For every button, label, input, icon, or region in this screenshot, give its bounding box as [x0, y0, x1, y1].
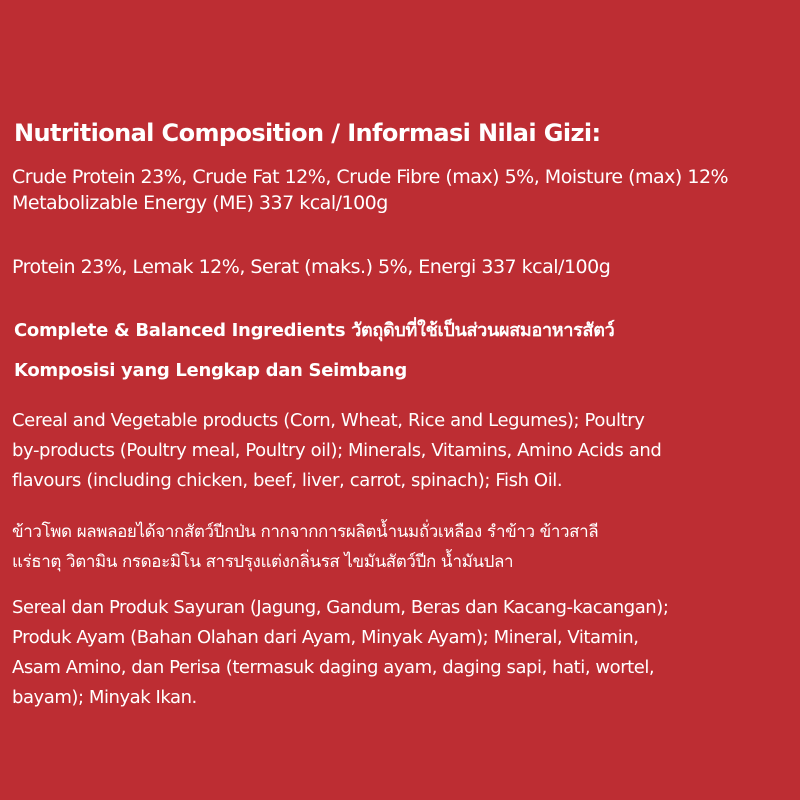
nutrition-english: [12, 164, 728, 216]
ingredients-english-line: by-products (Poultry meal, Poultry oil); Minerals, Vitamins, Amino Acids and: [12, 440, 662, 461]
nutrition-english-line: Metabolizable Energy (ME) 337 kcal/100g: [12, 192, 388, 214]
ingredients-indonesian-line: Produk Ayam (Bahan Olahan dari Ayam, Minyak Ayam); Mineral, Vitamin,: [12, 627, 639, 648]
ingredients-indonesian-line: Asam Amino, dan Perisa (termasuk daging ayam, daging sapi, hati, wortel,: [12, 657, 655, 678]
ingredients-english: [12, 406, 661, 496]
ingredients-heading-line-2: Komposisi yang Lengkap dan Seimbang: [14, 360, 407, 381]
ingredients-thai-line: แร่ธาตุ วิตามิน กรดอะมิโน สารปรุงแต่งกลิ่นรส ไขมันสัตว์ปีก น้ำมันปลา: [12, 552, 514, 572]
nutrition-heading: Nutritional Composition / Informasi Nilai Gizi:: [14, 119, 601, 147]
ingredients-english-line: Cereal and Vegetable products (Corn, Wheat, Rice and Legumes); Poultry: [12, 410, 645, 431]
ingredients-indonesian-line: bayam); Minyak Ikan.: [12, 687, 197, 708]
ingredients-indonesian-line: Sereal dan Produk Sayuran (Jagung, Gandum, Beras dan Kacang-kacangan);: [12, 597, 669, 618]
nutrition-indonesian: Protein 23%, Lemak 12%, Serat (maks.) 5%, Energi 337 kcal/100g: [12, 256, 611, 278]
ingredients-thai: [12, 517, 598, 577]
ingredients-heading-line-1: Complete & Balanced Ingredients วัตถุดิบที่ใช้เป็นส่วนผสมอาหารสัตว์: [14, 320, 615, 341]
ingredients-thai-line: ข้าวโพด ผลพลอยได้จากสัตว์ปีกป่น กากจากการผลิตน้ำนมถั่วเหลือง รำข้าว ข้าวสาลี: [12, 522, 599, 542]
nutrition-english-line: Crude Protein 23%, Crude Fat 12%, Crude Fibre (max) 5%, Moisture (max) 12%: [12, 166, 729, 188]
ingredients-indonesian: [12, 593, 668, 713]
ingredients-english-line: flavours (including chicken, beef, liver, carrot, spinach); Fish Oil.: [12, 470, 563, 491]
